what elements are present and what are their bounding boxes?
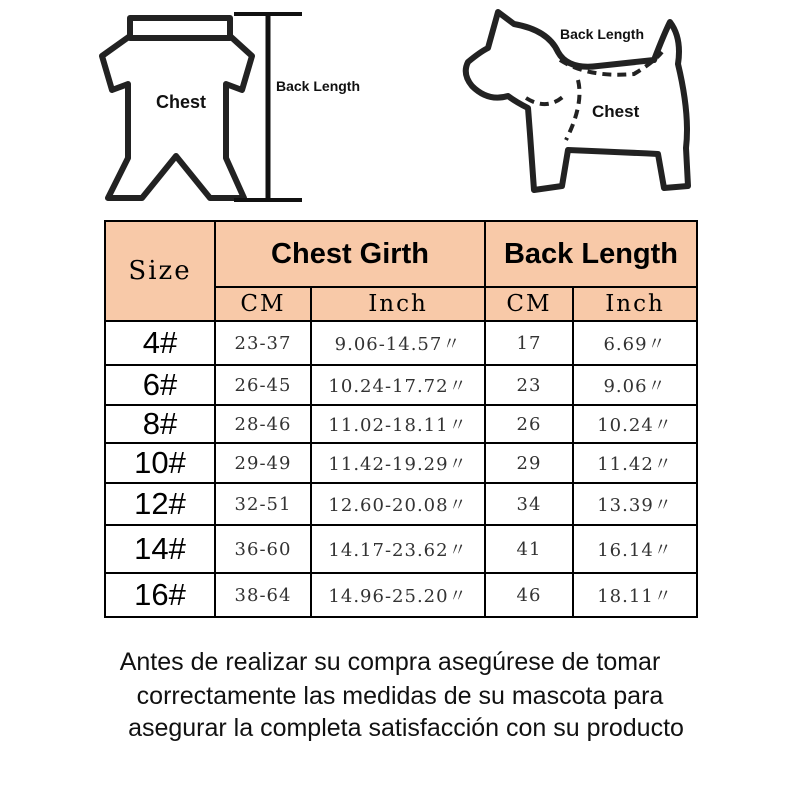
back-cm-cell: 41 xyxy=(485,525,573,573)
table-row xyxy=(105,573,697,617)
table-row xyxy=(105,525,697,573)
size-header: Size xyxy=(105,221,215,321)
back-inch-cell: 10.24〃 xyxy=(573,405,697,443)
back-length-header: Back Length xyxy=(485,221,697,287)
back-cm-cell: 34 xyxy=(485,483,573,525)
chest-cm-cell: 36-60 xyxy=(215,525,311,573)
back-cm-cell: 46 xyxy=(485,573,573,617)
chest-inch-unit: Inch xyxy=(311,287,485,321)
size-cell: 14# xyxy=(105,525,215,573)
size-cell: 12# xyxy=(105,483,215,525)
chest-girth-header: Chest Girth xyxy=(215,221,485,287)
back-inch-cell: 18.11〃 xyxy=(573,573,697,617)
chest-cm-cell: 28-46 xyxy=(215,405,311,443)
size-cell: 4# xyxy=(105,321,215,365)
table-row xyxy=(105,405,697,443)
dog-back-length-label: Back Length xyxy=(560,26,645,42)
garment-diagram xyxy=(90,8,380,208)
back-inch-cell: 6.69〃 xyxy=(573,321,697,365)
note-line-3: asegurar la completa satisfacción con su producto xyxy=(128,714,684,742)
chest-inch-cell: 9.06-14.57〃 xyxy=(311,321,485,365)
note-line-2: correctamente las medidas de su mascota para xyxy=(136,682,664,710)
table-row xyxy=(105,321,697,365)
chest-cm-cell: 32-51 xyxy=(215,483,311,525)
size-chart-table xyxy=(104,220,698,618)
table-header-row xyxy=(105,221,697,287)
chest-cm-unit: CM xyxy=(215,287,311,321)
chest-cm-cell: 38-64 xyxy=(215,573,311,617)
size-cell: 16# xyxy=(105,573,215,617)
table-row xyxy=(105,443,697,483)
chest-inch-cell: 11.02-18.11〃 xyxy=(311,405,485,443)
back-inch-cell: 13.39〃 xyxy=(573,483,697,525)
chest-inch-cell: 10.24-17.72〃 xyxy=(311,365,485,405)
back-cm-cell: 23 xyxy=(485,365,573,405)
size-cell: 10# xyxy=(105,443,215,483)
back-inch-cell: 11.42〃 xyxy=(573,443,697,483)
back-inch-unit: Inch xyxy=(573,287,697,321)
note-line-1: Antes de realizar su compra asegúrese de tomar xyxy=(119,648,661,676)
chest-cm-cell: 29-49 xyxy=(215,443,311,483)
back-cm-cell: 29 xyxy=(485,443,573,483)
size-cell: 8# xyxy=(105,405,215,443)
chest-inch-cell: 14.17-23.62〃 xyxy=(311,525,485,573)
chest-cm-cell: 23-37 xyxy=(215,321,311,365)
chest-inch-cell: 14.96-25.20〃 xyxy=(311,573,485,617)
back-cm-cell: 26 xyxy=(485,405,573,443)
garment-back-length-label: Back Length xyxy=(276,78,361,94)
back-inch-cell: 9.06〃 xyxy=(573,365,697,405)
back-inch-cell: 16.14〃 xyxy=(573,525,697,573)
chest-inch-cell: 12.60-20.08〃 xyxy=(311,483,485,525)
garment-outline-icon xyxy=(90,8,380,208)
chest-inch-cell: 11.42-19.29〃 xyxy=(311,443,485,483)
table-row xyxy=(105,483,697,525)
back-cm-cell: 17 xyxy=(485,321,573,365)
garment-chest-label: Chest xyxy=(156,92,207,112)
table-row xyxy=(105,365,697,405)
chest-cm-cell: 26-45 xyxy=(215,365,311,405)
size-cell: 6# xyxy=(105,365,215,405)
dog-chest-label: Chest xyxy=(592,102,640,121)
dog-diagram xyxy=(458,4,698,200)
back-cm-unit: CM xyxy=(485,287,573,321)
